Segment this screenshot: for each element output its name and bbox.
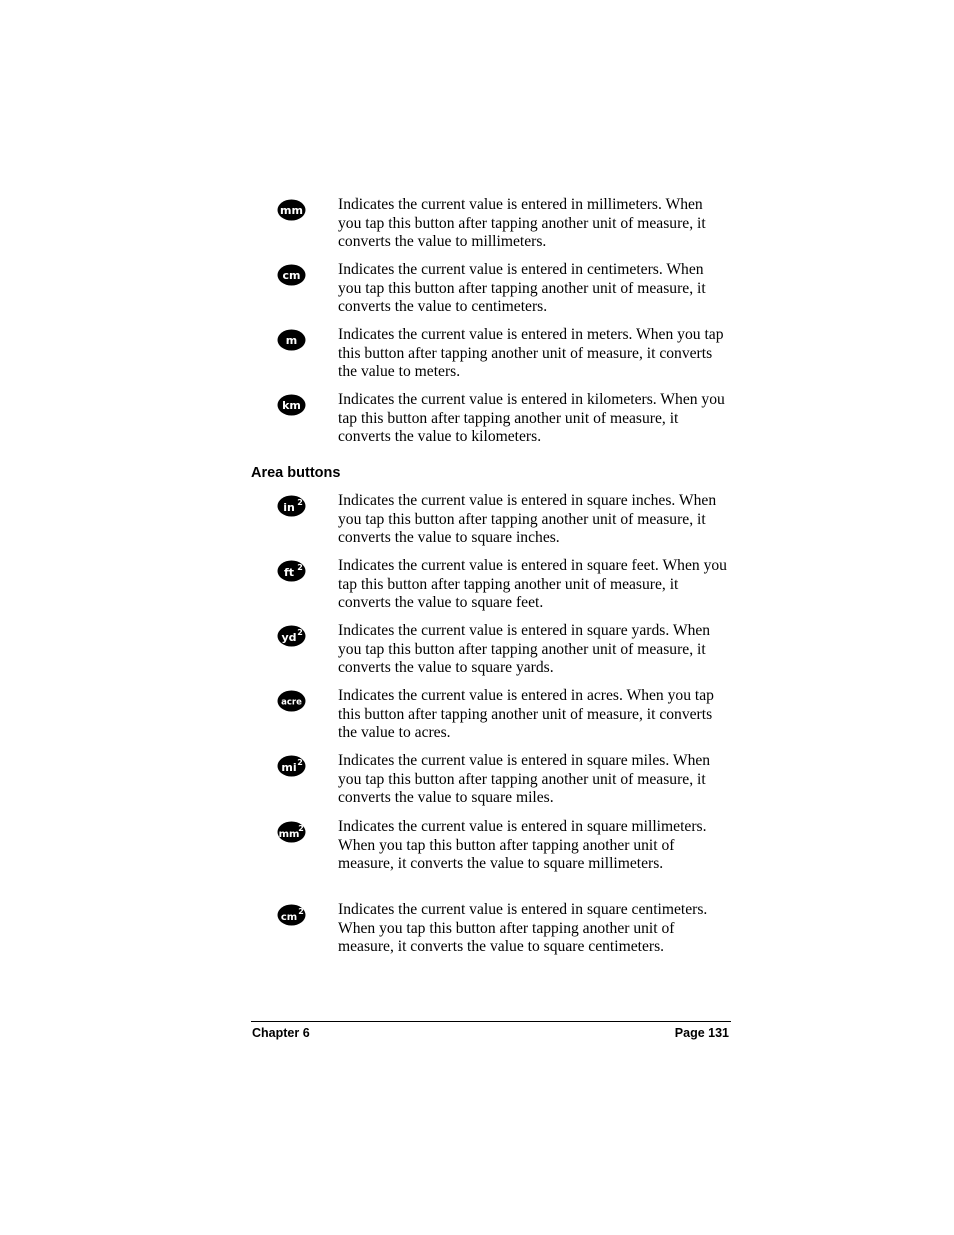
svg-text:in: in xyxy=(283,501,295,514)
unit-description: Indicates the current value is entered in square inches. When you tap this button after tapping another unit of measure, it converts the value to square inches. xyxy=(338,492,717,547)
acre-button-icon xyxy=(277,690,306,712)
ft2-button-icon xyxy=(277,560,306,582)
footer-chapter: Chapter 6 xyxy=(252,1026,310,1040)
m-button-icon xyxy=(277,329,306,351)
svg-text:acre: acre xyxy=(281,697,302,708)
footer-rule xyxy=(251,1021,731,1022)
mm2-button-icon xyxy=(277,821,306,843)
footer-page-number: Page 131 xyxy=(674,1026,729,1040)
svg-text:km: km xyxy=(282,399,301,412)
svg-text:cm: cm xyxy=(282,269,301,282)
unit-description: Indicates the current value is entered in millimeters. When you tap this button after tapping another unit of measure, it converts the value to millimeters. xyxy=(338,196,706,251)
unit-description: Indicates the current value is entered in square centimeters. When you tap this button after tapping another unit of measure, it converts the value to square centimeters. xyxy=(338,901,708,956)
unit-description: Indicates the current value is entered in acres. When you tap this button after tapping another unit of measure, it converts the value to acres. xyxy=(338,687,714,742)
svg-text:mm: mm xyxy=(280,204,303,217)
unit-description: Indicates the current value is entered in centimeters. When you tap this button after tapping another unit of measure, it converts the value to centimeters. xyxy=(338,261,706,316)
svg-text:2: 2 xyxy=(297,758,303,767)
svg-text:2: 2 xyxy=(298,824,304,833)
svg-text:2: 2 xyxy=(298,907,304,916)
km-button-icon xyxy=(277,394,306,416)
svg-text:2: 2 xyxy=(297,563,303,572)
svg-text:2: 2 xyxy=(297,498,303,507)
unit-description: Indicates the current value is entered in kilometers. When you tap this button after tapping another unit of measure, it converts the value to kilometers. xyxy=(338,391,725,446)
section-heading: Area buttons xyxy=(251,465,341,481)
unit-description: Indicates the current value is entered in square yards. When you tap this button after tapping another unit of measure, it converts the value to square yards. xyxy=(338,622,711,677)
unit-description: Indicates the current value is entered in square millimeters. When you tap this button after tapping another unit of measure, it converts the value to square millimeters. xyxy=(338,818,707,873)
yd2-button-icon xyxy=(277,625,306,647)
svg-text:yd: yd xyxy=(281,631,297,644)
svg-text:m: m xyxy=(285,334,298,347)
mm-button-icon xyxy=(277,199,306,221)
mi2-button-icon xyxy=(277,755,306,777)
svg-text:mm: mm xyxy=(278,829,300,840)
svg-text:mi: mi xyxy=(281,761,297,774)
svg-text:2: 2 xyxy=(297,628,303,637)
svg-text:cm: cm xyxy=(280,912,298,923)
unit-description: Indicates the current value is entered in square miles. When you tap this button after tapping another unit of measure, it converts the value to square miles. xyxy=(338,752,711,807)
cm-button-icon xyxy=(277,264,306,286)
unit-description: Indicates the current value is entered in meters. When you tap this button after tapping another unit of measure, it converts the value to meters. xyxy=(338,326,724,381)
svg-text:ft: ft xyxy=(283,566,295,579)
in2-button-icon xyxy=(277,495,306,517)
cm2-button-icon xyxy=(277,904,306,926)
unit-description: Indicates the current value is entered in square feet. When you tap this button after tapping another unit of measure, it converts the value to square feet. xyxy=(338,557,727,612)
